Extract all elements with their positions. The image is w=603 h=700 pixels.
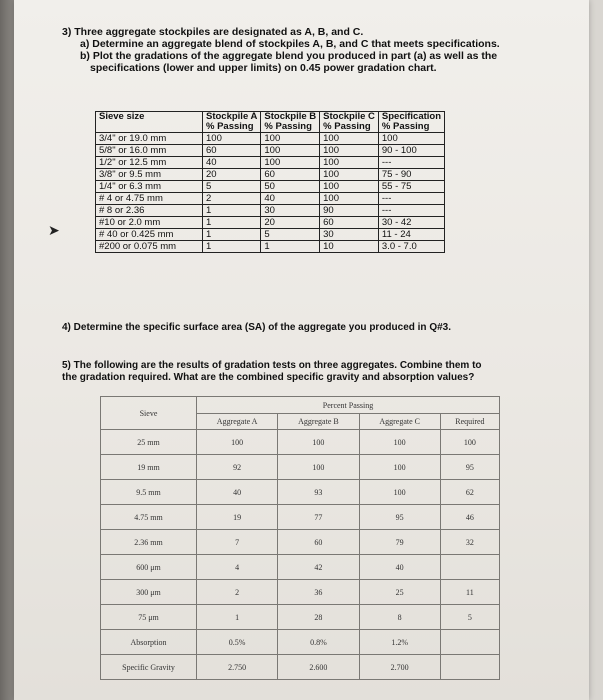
cell: 5 xyxy=(440,605,499,630)
header-aggregate-a: Aggregate A xyxy=(197,414,278,430)
cell: --- xyxy=(378,205,444,217)
cell: 1 xyxy=(203,229,261,241)
header-aggregate-c: Aggregate C xyxy=(359,414,440,430)
percent-passing-row xyxy=(101,397,500,414)
table-row xyxy=(101,430,500,455)
cell: 79 xyxy=(359,530,440,555)
cell: 20 xyxy=(261,217,320,229)
cell: 92 xyxy=(197,455,278,480)
cell: 95 xyxy=(359,505,440,530)
question-5-line-2: the gradation required. What are the combined specific gravity and absorption values? xyxy=(62,372,475,383)
cell: 100 xyxy=(440,430,499,455)
cell: Absorption xyxy=(101,630,197,655)
cell: 1 xyxy=(197,605,278,630)
cell: 4.75 mm xyxy=(101,505,197,530)
cell: 100 xyxy=(320,145,379,157)
cell: 60 xyxy=(203,145,261,157)
cell: --- xyxy=(378,193,444,205)
cell: 600 μm xyxy=(101,555,197,580)
cell: 1 xyxy=(261,241,320,253)
cell: 100 xyxy=(320,133,379,145)
cell: 0.8% xyxy=(278,630,359,655)
cell: 2 xyxy=(203,193,261,205)
cell xyxy=(440,555,499,580)
table-row xyxy=(101,655,500,680)
table-row xyxy=(101,455,500,480)
table-row xyxy=(101,530,500,555)
table-row xyxy=(101,630,500,655)
cell: --- xyxy=(378,157,444,169)
cell: 300 μm xyxy=(101,580,197,605)
cell: 60 xyxy=(278,530,359,555)
cell: 8 xyxy=(359,605,440,630)
question-4: 4) Determine the specific surface area (SA) of the aggregate you produced in Q#3. xyxy=(62,322,451,333)
cell: 1/4" or 6.3 mm xyxy=(96,181,203,193)
header-percent-passing: Percent Passing xyxy=(197,397,500,414)
cell: 62 xyxy=(440,480,499,505)
header-stockpile-c: Stockpile C % Passing xyxy=(320,112,379,133)
table-row xyxy=(96,193,445,205)
cell: 20 xyxy=(203,169,261,181)
cell: 40 xyxy=(197,480,278,505)
cell: 5 xyxy=(261,229,320,241)
cell: 95 xyxy=(440,455,499,480)
table-row xyxy=(96,145,445,157)
cell: 4 xyxy=(197,555,278,580)
cell: 2.750 xyxy=(197,655,278,680)
table-row xyxy=(96,157,445,169)
header-required: Required xyxy=(440,414,499,430)
cell: 100 xyxy=(320,181,379,193)
cell: 36 xyxy=(278,580,359,605)
cursor-arrow-icon: ➤ xyxy=(48,224,60,239)
cell: 2.700 xyxy=(359,655,440,680)
cell: 19 mm xyxy=(101,455,197,480)
cell: 11 - 24 xyxy=(378,229,444,241)
table-row xyxy=(96,241,445,253)
cell: 60 xyxy=(320,217,379,229)
cell: 100 xyxy=(359,480,440,505)
cell: 10 xyxy=(320,241,379,253)
cell: 46 xyxy=(440,505,499,530)
cell: 100 xyxy=(261,145,320,157)
cell: Specific Gravity xyxy=(101,655,197,680)
cell: 93 xyxy=(278,480,359,505)
question-3-part-b: b) Plot the gradations of the aggregate blend you produced in part (a) as well as the xyxy=(80,50,498,62)
cell: 3/8" or 9.5 mm xyxy=(96,169,203,181)
table-row xyxy=(101,555,500,580)
cell: 100 xyxy=(378,133,444,145)
cell: 75 - 90 xyxy=(378,169,444,181)
cell: 1 xyxy=(203,217,261,229)
cell: 60 xyxy=(261,169,320,181)
cell: 100 xyxy=(278,430,359,455)
cell: 77 xyxy=(278,505,359,530)
table-row xyxy=(96,205,445,217)
cell: #10 or 2.0 mm xyxy=(96,217,203,229)
cell: 100 xyxy=(359,430,440,455)
cell: 100 xyxy=(261,133,320,145)
cell: 32 xyxy=(440,530,499,555)
cell: 100 xyxy=(359,455,440,480)
header-sieve-size: Sieve size xyxy=(96,112,203,133)
cell: 25 mm xyxy=(101,430,197,455)
header-sieve: Sieve xyxy=(101,397,197,430)
header-stockpile-b: Stockpile B % Passing xyxy=(261,112,320,133)
cell: 2.600 xyxy=(278,655,359,680)
table-row xyxy=(96,169,445,181)
question-5 xyxy=(62,360,532,384)
cell: 25 xyxy=(359,580,440,605)
cell: 90 xyxy=(320,205,379,217)
cell: 9.5 mm xyxy=(101,480,197,505)
question-3-part-a: a) Determine an aggregate blend of stockpiles A, B, and C that meets specifications. xyxy=(80,38,500,50)
table-row xyxy=(96,229,445,241)
cell: 100 xyxy=(320,169,379,181)
cell: 100 xyxy=(278,455,359,480)
cell: 1 xyxy=(203,241,261,253)
question-3 xyxy=(62,26,562,74)
header-stockpile-a: Stockpile A % Passing xyxy=(203,112,261,133)
cell: 3.0 - 7.0 xyxy=(378,241,444,253)
cell: 42 xyxy=(278,555,359,580)
cell: 3/4" or 19.0 mm xyxy=(96,133,203,145)
table-row xyxy=(101,480,500,505)
cell: 75 μm xyxy=(101,605,197,630)
cell: # 40 or 0.425 mm xyxy=(96,229,203,241)
cell: 30 xyxy=(320,229,379,241)
cell xyxy=(440,655,499,680)
cell: 40 xyxy=(203,157,261,169)
cell: 2.36 mm xyxy=(101,530,197,555)
cell: 1.2% xyxy=(359,630,440,655)
header-aggregate-b: Aggregate B xyxy=(278,414,359,430)
cell: 50 xyxy=(261,181,320,193)
cell: 30 - 42 xyxy=(378,217,444,229)
cell: 100 xyxy=(320,157,379,169)
cell: 100 xyxy=(197,430,278,455)
cell: 1/2" or 12.5 mm xyxy=(96,157,203,169)
cell: 100 xyxy=(320,193,379,205)
cell: 5/8" or 16.0 mm xyxy=(96,145,203,157)
question-3-part-b-cont: specifications (lower and upper limits) on 0.45 power gradation chart. xyxy=(90,62,437,74)
cell: 100 xyxy=(261,157,320,169)
cell: 100 xyxy=(203,133,261,145)
table-row xyxy=(101,505,500,530)
stockpile-table-header xyxy=(96,112,445,133)
cell xyxy=(440,630,499,655)
cell: 55 - 75 xyxy=(378,181,444,193)
cell: #200 or 0.075 mm xyxy=(96,241,203,253)
cell: 2 xyxy=(197,580,278,605)
cell: 19 xyxy=(197,505,278,530)
question-5-line-1: 5) The following are the results of gradation tests on three aggregates. Combine them to xyxy=(62,360,482,371)
cell: # 4 or 4.75 mm xyxy=(96,193,203,205)
cell: 5 xyxy=(203,181,261,193)
cell: 1 xyxy=(203,205,261,217)
cell: # 8 or 2.36 xyxy=(96,205,203,217)
table-row xyxy=(96,133,445,145)
gradation-table xyxy=(100,396,500,680)
cell: 11 xyxy=(440,580,499,605)
table-row xyxy=(101,580,500,605)
cell: 40 xyxy=(261,193,320,205)
cell: 7 xyxy=(197,530,278,555)
table-row xyxy=(96,217,445,229)
cell: 90 - 100 xyxy=(378,145,444,157)
question-3-title: 3) Three aggregate stockpiles are designated as A, B, and C. xyxy=(62,26,364,38)
cell: 0.5% xyxy=(197,630,278,655)
cell: 30 xyxy=(261,205,320,217)
cell: 28 xyxy=(278,605,359,630)
stockpile-table xyxy=(95,111,445,253)
table-row xyxy=(96,181,445,193)
header-specification: Specification % Passing xyxy=(378,112,444,133)
cell: 40 xyxy=(359,555,440,580)
table-row xyxy=(101,605,500,630)
